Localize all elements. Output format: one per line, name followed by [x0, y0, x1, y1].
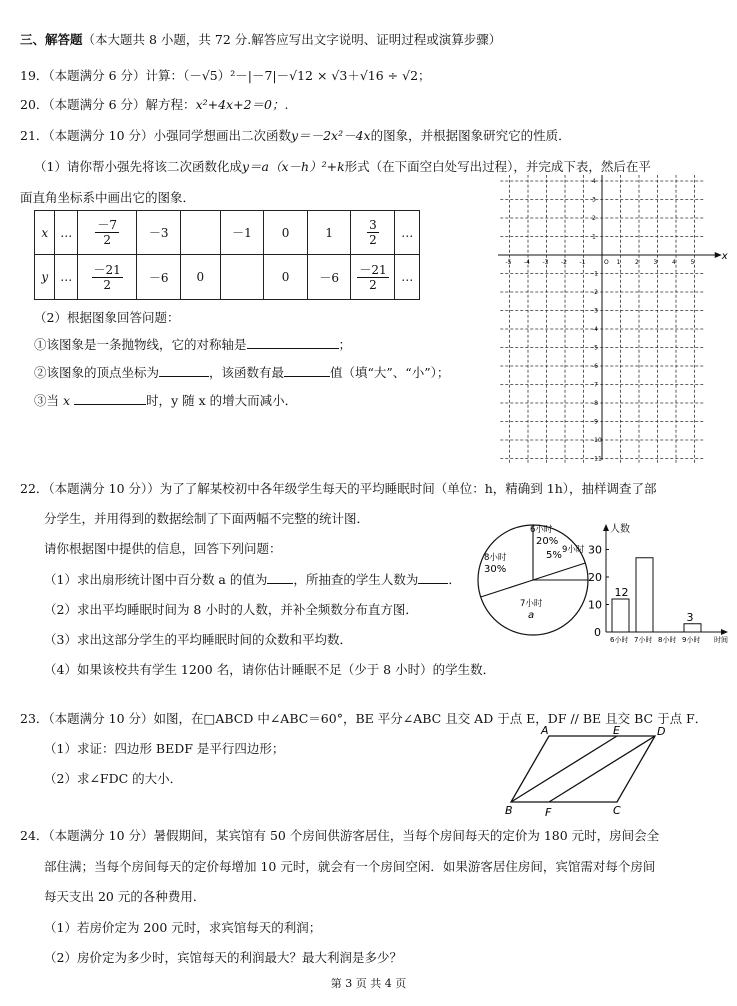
- x-tick-label: -3: [542, 259, 549, 266]
- y-tick-label: -10: [592, 437, 602, 444]
- q20-header: （本题满分 6 分）解方程：: [48, 97, 196, 112]
- point-label-c: C: [613, 804, 621, 817]
- q19-expression: （－√5）²－|－7|－√12 × √3＋√16 ÷ √2；: [183, 68, 431, 83]
- table-cell: [220, 255, 264, 300]
- q22-item2: （2）求出平均睡眠时间为 8 小时的人数，并补全频数分布直方图．: [44, 602, 418, 617]
- table-cell: [78, 255, 137, 300]
- q21-p1b: 形式（在下面空白处写出过程），并完成下表，然后在平: [344, 159, 651, 174]
- q21-part1-line1: [34, 157, 651, 175]
- q21-s3c: y 随 x 的增大而减小．: [171, 393, 298, 408]
- q21-s2b: ，该函数有最: [209, 365, 285, 380]
- question-23-stem: [20, 709, 707, 727]
- x-tick-label: 9小时: [682, 636, 701, 644]
- fraction: $\frac{-21}{2}$: [359, 262, 387, 292]
- table-cell: 0: [264, 211, 307, 255]
- bar-data-label: 3: [686, 610, 694, 624]
- q21-vertex-form: y＝a（x－h）²+k: [241, 159, 345, 174]
- q24-number: 24．: [20, 828, 49, 843]
- q21-value-table: [34, 210, 420, 300]
- pie-slice-label: 9小时: [562, 545, 585, 555]
- q21-s3a: ③当: [34, 393, 60, 408]
- q24-l1: （本题满分 10 分）暑假期间，某宾馆有 50 个房间供游客居住，当每个房间每天的定价为 180 元时，房间会全: [48, 828, 660, 843]
- pie-slice-label: 8小时: [484, 553, 507, 563]
- answer-blank[interactable]: [267, 583, 293, 584]
- q22-i1a: （1）求出扇形统计图中百分数 a 的值为: [44, 572, 268, 587]
- answer-blank[interactable]: [284, 376, 330, 377]
- table-cell: [351, 211, 395, 255]
- x-axis-arrow: [715, 252, 722, 258]
- q21-s3b: 时，: [146, 393, 172, 408]
- table-cell: －6: [137, 255, 181, 300]
- q19-number: 19．: [20, 68, 49, 83]
- q22-intro: 请你根据图中提供的信息，回答下列问题：: [44, 541, 282, 556]
- y-tick-label: 2: [592, 215, 596, 222]
- parallelogram-figure: [505, 726, 673, 820]
- table-cell: 1: [307, 211, 351, 255]
- y-tick-label: -2: [592, 289, 598, 296]
- y-tick-label: 0: [594, 626, 601, 639]
- table-cell: …: [395, 255, 420, 300]
- table-cell: y: [35, 255, 55, 300]
- x-tick-label: 2: [635, 259, 639, 266]
- table-row-y: [35, 255, 420, 300]
- y-axis-arrow: [603, 524, 609, 531]
- y-tick-label: -7: [592, 381, 598, 389]
- question-21-stem: [20, 126, 571, 144]
- q21-s1a: ①该图象是一条抛物线，它的对称轴是: [34, 337, 247, 352]
- fraction: $\frac{-21}{2}$: [93, 262, 121, 292]
- pie-slice-percent: 5%: [546, 550, 562, 561]
- table-cell: …: [55, 255, 78, 300]
- question-24-line2: 部住满；当每个房间每天的定价每增加 10 元时，就会有一个房间空闲．如果游客居住房间，宾馆需对每个房间: [44, 859, 656, 874]
- table-cell: －1: [220, 211, 264, 255]
- x-tick-label: 1: [616, 259, 621, 266]
- point-label-e: E: [613, 726, 620, 737]
- q21-sub3: [34, 391, 297, 409]
- q21-tail: 的图象，并根据图象研究它的性质．: [370, 128, 571, 143]
- q19-header: （本题满分 6 分）计算：: [48, 68, 184, 83]
- q21-s1b: ；: [338, 337, 352, 352]
- y-tick-label: -6: [592, 363, 598, 370]
- table-cell: 0: [264, 255, 307, 300]
- q20-equation: x²+4x+2＝0；.: [195, 97, 289, 112]
- q23-item1: （1）求证：四边形 BEDF 是平行四边形；: [44, 741, 285, 756]
- q21-s3x: x: [63, 393, 71, 408]
- table-cell: [180, 211, 220, 255]
- x-tick-label: 6小时: [610, 636, 629, 644]
- page-footer: 第 3 页 共 4 页: [330, 977, 407, 990]
- q22-item4: （4）如果该校共有学生 1200 名，请你估计睡眠不足（少于 8 小时）的学生数．: [44, 662, 496, 677]
- y-tick-label: -9: [592, 418, 598, 426]
- x-tick-label: -5: [505, 259, 512, 266]
- section-heading: [20, 30, 501, 48]
- q22-item1: [44, 570, 461, 588]
- answer-blank[interactable]: [247, 348, 339, 349]
- table-cell: …: [55, 211, 78, 255]
- table-cell: …: [395, 211, 420, 255]
- bar-data-label: 12: [614, 586, 629, 599]
- x-axis-arrow: [721, 629, 728, 635]
- q21-s2a: ②该图象的顶点坐标为: [34, 365, 160, 380]
- x-axis-title: 时间: [714, 636, 728, 644]
- question-24-line3: 每天支出 20 元的各种费用．: [44, 889, 206, 904]
- y-tick-label: 3: [592, 196, 596, 204]
- section-title: 三、解答题: [20, 32, 83, 47]
- x-tick-label: 7小时: [634, 636, 653, 644]
- q22-number: 22．: [20, 481, 49, 496]
- q21-p1a: （1）请你帮小强先将该二次函数化成: [34, 159, 242, 174]
- pie-slice-percent: 30%: [484, 564, 507, 575]
- q24-item1: （1）若房价定为 200 元时，求宾馆每天的利润；: [44, 920, 322, 935]
- y-tick-label: -5: [592, 344, 598, 352]
- q21-part2: （2）根据图象回答问题：: [34, 310, 180, 325]
- q22-line2: 分学生，并用得到的数据绘制了下面两幅不完整的统计图．: [44, 511, 370, 526]
- q23-number: 23．: [20, 711, 49, 726]
- x-axis-label: x: [721, 251, 728, 262]
- table-cell: －3: [137, 211, 181, 255]
- table-cell: x: [35, 211, 55, 255]
- answer-blank[interactable]: [418, 583, 448, 584]
- bar-chart: [586, 520, 732, 646]
- section-desc: （本大题共 8 小题，共 72 分.解答应写出文字说明、证明过程或演算步骤）: [82, 32, 502, 47]
- bar: [612, 599, 629, 632]
- y-tick-label: -8: [592, 400, 598, 407]
- y-tick-label: -4: [592, 326, 598, 333]
- x-tick-label: 4: [672, 259, 676, 266]
- fraction: $\frac{3}{2}$: [369, 218, 377, 247]
- q22-item3: （3）求出这部分学生的平均睡眠时间的众数和平均数．: [44, 632, 352, 647]
- q21-s2c: 值（填“大”、“小”）；: [330, 365, 450, 380]
- q24-item2: （2）房价定为多少时，宾馆每天的利润最大？最大利润是多少？: [44, 950, 402, 965]
- q21-sub2: [34, 363, 449, 381]
- q21-header: （本题满分 10 分）小强同学想画出二次函数: [48, 128, 292, 143]
- pie-slice-label: 6小时: [530, 525, 553, 535]
- q22-i1b: ，所抽查的学生人数为: [293, 572, 419, 587]
- x-tick-label: 8小时: [658, 636, 677, 644]
- q21-part1-line2: 面直角坐标系中画出它的图象．: [20, 190, 196, 205]
- y-tick-label: 30: [588, 543, 602, 557]
- table-cell: 0: [180, 255, 220, 300]
- parallelogram-abcd: [511, 736, 655, 802]
- q22-i1c: ．: [448, 572, 461, 587]
- question-20: [20, 95, 288, 113]
- pie-slice-percent: 20%: [536, 536, 559, 547]
- question-19: [20, 66, 431, 84]
- x-tick-label: O: [604, 259, 609, 266]
- point-label-f: F: [545, 806, 552, 819]
- y-tick-label: 10: [588, 598, 602, 612]
- bar: [684, 624, 701, 632]
- x-tick-label: 5: [690, 259, 695, 266]
- x-tick-label: -4: [524, 259, 530, 266]
- x-tick-label: -1: [579, 259, 586, 266]
- y-tick-label: 4: [592, 178, 596, 185]
- answer-blank[interactable]: [74, 404, 146, 405]
- fraction: $\frac{-7}{2}$: [97, 218, 117, 247]
- x-tick-label: -2: [561, 259, 567, 266]
- q23-header: （本题满分 10 分）如图，在□ABCD 中∠ABC＝60°，BE 平分∠ABC 且交 AD 于点 E，DF // BE 且交 BC 于点 F．: [48, 711, 708, 726]
- q21-number: 21．: [20, 128, 49, 143]
- q21-function: y＝－2x²－4x: [291, 128, 371, 143]
- x-tick-label: 3: [653, 259, 658, 266]
- q20-number: 20．: [20, 97, 49, 112]
- y-tick-label: 1: [592, 233, 596, 241]
- question-24-line1: [20, 826, 659, 844]
- coordinate-grid: [498, 175, 730, 465]
- point-label-b: B: [505, 804, 513, 817]
- bar: [636, 558, 653, 632]
- y-tick-label: -3: [592, 307, 598, 315]
- q23-item2: （2）求∠FDC 的大小．: [44, 771, 183, 786]
- point-label-a: A: [541, 726, 549, 737]
- table-cell: [351, 255, 395, 300]
- table-row-x: [35, 211, 420, 255]
- q22-header: （本题满分 10 分））为了了解某校初中各年级学生每天的平均睡眠时间（单位：h，精确到 1h），抽样调查了部: [48, 481, 657, 496]
- y-tick-label: -1: [592, 270, 598, 278]
- pie-slice-label: 7小时: [520, 599, 543, 609]
- y-tick-label: 20: [588, 571, 602, 584]
- table-cell: [78, 211, 137, 255]
- pie-chart: [474, 518, 592, 642]
- question-22-stem: [20, 479, 657, 497]
- q21-sub1: [34, 335, 351, 353]
- point-label-d: D: [657, 726, 666, 738]
- y-tick-label: -11: [592, 455, 602, 463]
- table-cell: －6: [307, 255, 351, 300]
- pie-slice-percent: a: [528, 610, 535, 621]
- y-axis-title: 人数: [610, 524, 630, 535]
- answer-blank[interactable]: [159, 376, 209, 377]
